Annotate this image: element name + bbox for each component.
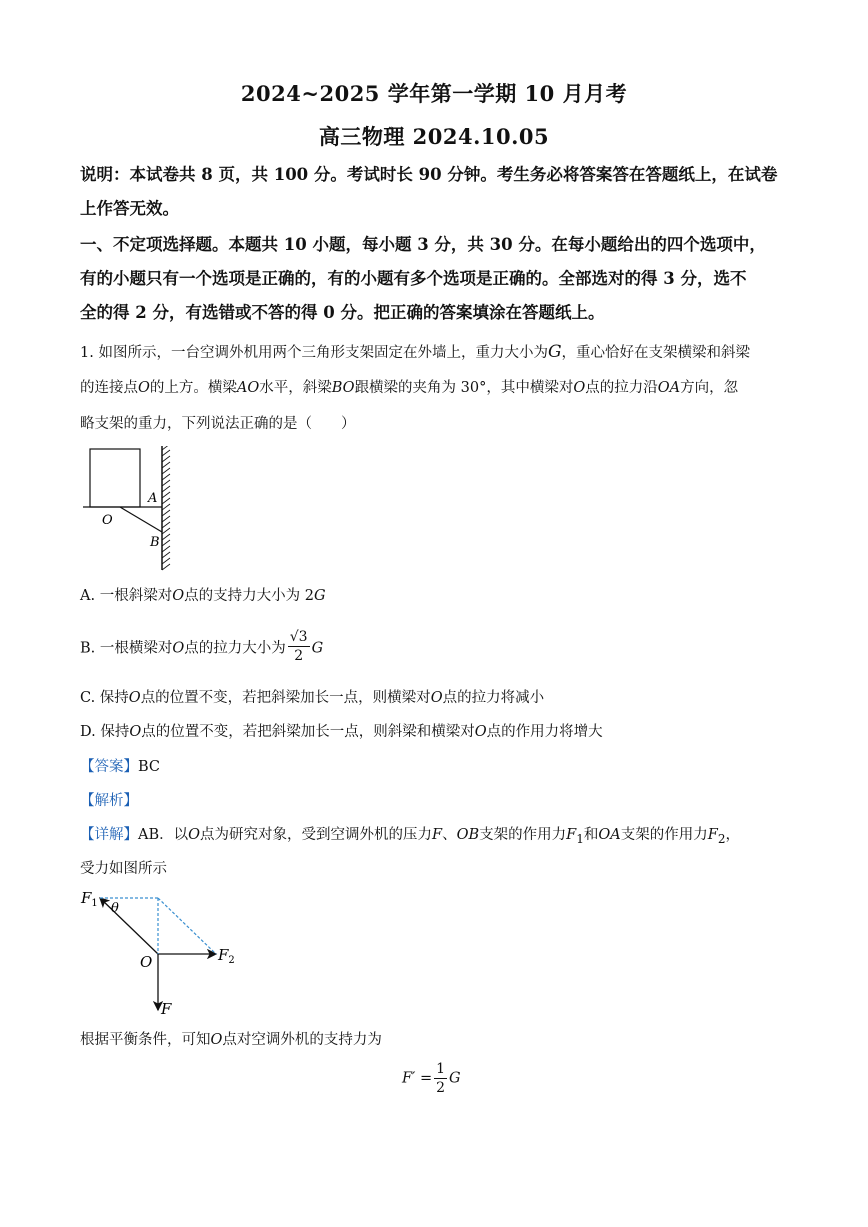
- var-bo: BO: [331, 380, 355, 396]
- detail-text: 支架的作用力: [479, 827, 567, 843]
- equation-support-force: [402, 1060, 461, 1097]
- label-f2: $F_2$: [218, 946, 235, 966]
- var-oa: OA: [598, 827, 621, 843]
- ac-unit-box: [90, 449, 140, 507]
- force-f1-arrow: [100, 898, 158, 954]
- balance-line: [80, 1030, 382, 1050]
- analysis-line: [80, 791, 138, 811]
- var-o: O: [129, 724, 142, 740]
- fraction-numerator: 1: [436, 1061, 446, 1077]
- option-c[interactable]: [80, 688, 544, 708]
- detail-text: 支架的作用力: [620, 827, 708, 843]
- var-o: O: [573, 380, 586, 396]
- force-diagram: [78, 884, 248, 1019]
- option-text: 点的支持力大小为 2: [184, 588, 314, 604]
- stem-text: 跟横梁的夹角为 30°，其中横梁对: [354, 380, 574, 396]
- var-o: O: [188, 827, 201, 843]
- detail-line-1: [80, 825, 740, 849]
- stem-text: 的连接点: [80, 380, 138, 396]
- var-ob: OB: [456, 827, 480, 843]
- detail-line-2: 受力如图所示: [80, 861, 167, 877]
- detail-text: 和: [583, 827, 599, 843]
- detail-text: 点为研究对象，受到空调外机的压力: [200, 827, 433, 843]
- fraction-denominator: 2: [294, 648, 304, 664]
- option-text: 点的拉力大小为: [184, 640, 286, 657]
- option-text: 点的作用力将增大: [486, 724, 603, 740]
- option-d[interactable]: [80, 722, 603, 742]
- var-g: G: [449, 1070, 461, 1087]
- label-f1: $F_1$: [81, 889, 98, 909]
- detail-label: 【详解】: [80, 827, 138, 843]
- label-a: A: [148, 491, 158, 506]
- var-o: O: [210, 1032, 223, 1048]
- subscript-2: 2: [717, 831, 726, 846]
- section1-line-1: 一、不定项选择题。本题共 10 小题，每小题 3 分，共 30 分。在每小题给出的四个选项中，: [80, 235, 766, 254]
- label-theta: θ: [111, 901, 119, 916]
- stem-text: 点的拉力沿: [585, 380, 658, 396]
- question1-stem-line-2: [80, 378, 792, 398]
- var-o: O: [172, 588, 185, 604]
- label-b: B: [150, 535, 160, 550]
- option-text: B. 一根横梁对: [80, 640, 173, 657]
- subscript-1: 1: [576, 831, 584, 846]
- fraction-denominator: 2: [436, 1080, 446, 1096]
- diagonal-beam: [120, 507, 162, 532]
- detail-text: 、: [442, 827, 457, 843]
- section1-line-3: 全的得 2 分，有选错或不答的得 0 分。把正确的答案填涂在答题纸上。: [80, 303, 605, 322]
- fraction-numerator: √3: [289, 629, 308, 645]
- fraction-1-over-2: [434, 1060, 447, 1097]
- option-a[interactable]: [80, 586, 326, 606]
- label-o: O: [102, 513, 113, 528]
- balance-text: 根据平衡条件，可知: [80, 1032, 211, 1048]
- detail-text: AB．以: [138, 827, 189, 843]
- option-text: A. 一根斜梁对: [80, 588, 173, 604]
- section1-line-2: 有的小题只有一个选项是正确的，有的小题有多个选项是正确的。全部选对的得 3 分，选不: [80, 269, 747, 288]
- option-text: 点的拉力将减小: [442, 690, 545, 706]
- var-o: O: [474, 724, 487, 740]
- var-f2: F: [707, 827, 718, 843]
- var-g: G: [547, 342, 562, 362]
- stem-text: 的上方。横梁: [149, 380, 237, 396]
- balance-text: 点对空调外机的支持力为: [222, 1032, 382, 1048]
- var-g: G: [311, 640, 324, 657]
- var-o: O: [128, 690, 141, 706]
- var-oa: OA: [657, 380, 681, 396]
- stem-text: 1. 如图所示，一台空调外机用两个三角形支架固定在外墙上，重力大小为: [80, 345, 548, 361]
- answer-label: 【答案】: [80, 759, 138, 775]
- option-text: 点的位置不变，若把斜梁加长一点，则横梁对: [140, 690, 431, 706]
- stem-text: ，重心恰好在支架横梁和斜梁: [561, 345, 751, 361]
- option-text: 点的位置不变，若把斜梁加长一点，则斜梁和横梁对: [141, 724, 475, 740]
- detail-text: ，: [725, 827, 740, 843]
- instructions-line-2: 上作答无效。: [80, 199, 179, 218]
- option-text: C. 保持: [80, 690, 129, 706]
- exam-subtitle: 高三物理 2024.10.05: [318, 124, 550, 149]
- answer-line: [80, 757, 160, 777]
- stem-text: 方向，忽: [680, 380, 739, 396]
- var-o: O: [138, 380, 150, 396]
- dashed-diagonal-line: [158, 898, 216, 954]
- stem-text: 水平，斜梁: [259, 380, 332, 396]
- option-text: D. 保持: [80, 724, 130, 740]
- var-f: F: [432, 827, 443, 843]
- exam-title: 2024~2025 学年第一学期 10 月月考: [240, 81, 628, 106]
- bracket-figure: [80, 446, 190, 574]
- var-g: G: [313, 588, 326, 604]
- question1-stem-line-3: 略支架的重力，下列说法正确的是（ ）: [80, 416, 356, 432]
- option-b[interactable]: [80, 630, 323, 667]
- var-ao: AO: [236, 380, 260, 396]
- instructions-line-1: 说明：本试卷共 8 页，共 100 分。考试时长 90 分钟。考生务必将答案答在答题纸上，在试卷: [80, 165, 778, 184]
- analysis-label: 【解析】: [80, 793, 138, 809]
- var-o: O: [172, 640, 185, 657]
- question1-stem-line-1: [80, 342, 792, 363]
- answer-value: BC: [138, 759, 161, 775]
- wall-hatching: [162, 446, 170, 570]
- fraction-sqrt3-over-2: [288, 628, 310, 665]
- label-o: O: [140, 953, 153, 971]
- var-f1: F: [566, 827, 577, 843]
- var-o: O: [430, 690, 443, 706]
- label-f: F: [161, 1000, 172, 1018]
- equation-lhs: F′ =: [402, 1070, 433, 1087]
